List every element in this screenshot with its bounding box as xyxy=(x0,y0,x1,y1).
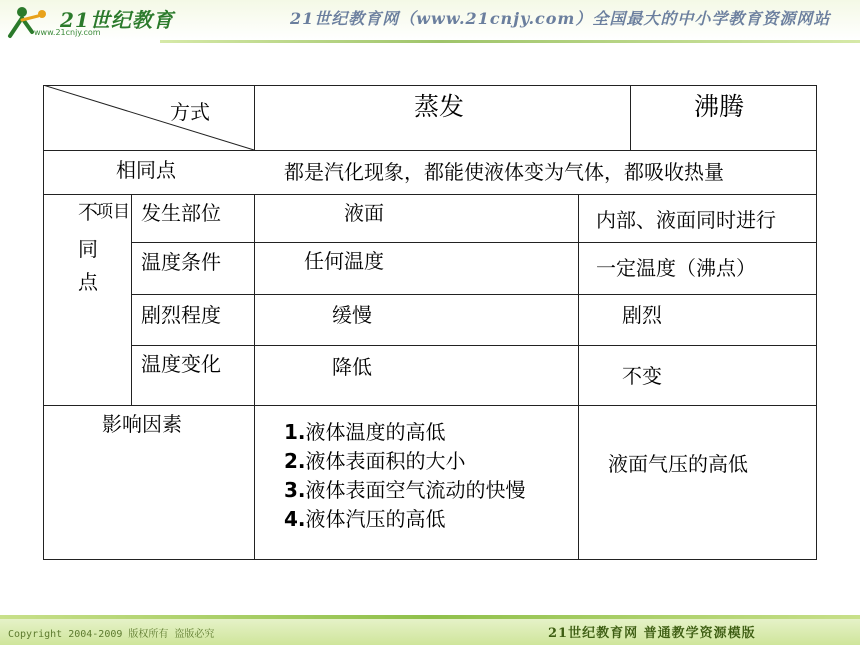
row-boiling: 一定温度（沸点） xyxy=(596,256,756,280)
row-evaporation: 液面 xyxy=(344,201,384,225)
diff-label-items: 项目 xyxy=(96,202,130,222)
row-item: 温度变化 xyxy=(141,352,221,376)
copyright-text: Copyright 2004-2009 版权所有 盗版必究 xyxy=(8,629,215,640)
same-label: 相同点 xyxy=(116,158,176,182)
table-line xyxy=(630,85,631,151)
factors-label: 影响因素 xyxy=(102,412,182,436)
header-slogan: 21世纪教育网（www.21cnjy.com）全国最大的中小学教育资源网站 xyxy=(290,9,831,28)
table-line xyxy=(131,194,132,406)
factors-evaporation-list xyxy=(284,418,526,534)
row-boiling: 剧烈 xyxy=(622,303,662,327)
table-line xyxy=(131,242,817,243)
table-border-bottom xyxy=(43,559,817,560)
factors-boiling: 液面气压的高低 xyxy=(608,452,748,476)
same-text: 都是汽化现象，都能使液体变为气体，都吸收热量 xyxy=(284,160,724,184)
table-line xyxy=(43,194,817,195)
list-item: 4.液体汽压的高低 xyxy=(284,507,446,531)
corner-label: 方式 xyxy=(170,100,210,124)
row-boiling: 不变 xyxy=(622,364,662,388)
row-boiling: 内部、液面同时进行 xyxy=(596,208,776,232)
logo-text: 21世纪教育 xyxy=(60,8,174,32)
diff-label-bot: 点 xyxy=(78,270,98,294)
row-evaporation: 任何温度 xyxy=(304,249,384,273)
row-evaporation: 缓慢 xyxy=(332,303,372,327)
row-item: 温度条件 xyxy=(141,250,221,274)
diff-label-top: 不 xyxy=(78,200,98,224)
row-item: 发生部位 xyxy=(141,201,221,225)
logo-url: www.21cnjy.com xyxy=(34,28,101,37)
table-line xyxy=(131,345,817,346)
table-line xyxy=(578,194,579,560)
list-item: 1.液体温度的高低 xyxy=(284,420,446,444)
footer-brand: 21世纪教育网 普通教学资源模版 xyxy=(548,626,756,641)
table-line xyxy=(43,405,817,406)
list-item: 2.液体表面积的大小 xyxy=(284,449,466,473)
corner-diagonal xyxy=(43,85,255,151)
column-header-evaporation: 蒸发 xyxy=(414,92,465,121)
row-item: 剧烈程度 xyxy=(141,303,221,327)
list-item: 3.液体表面空气流动的快慢 xyxy=(284,478,526,502)
table-line xyxy=(254,194,255,560)
table-border-left xyxy=(43,85,44,560)
column-header-boiling: 沸腾 xyxy=(694,92,745,121)
table-line xyxy=(131,294,817,295)
footer-divider xyxy=(0,615,860,619)
table-border-right xyxy=(816,85,817,560)
diff-label-mid: 同 xyxy=(78,237,98,261)
row-evaporation: 降低 xyxy=(332,355,372,379)
